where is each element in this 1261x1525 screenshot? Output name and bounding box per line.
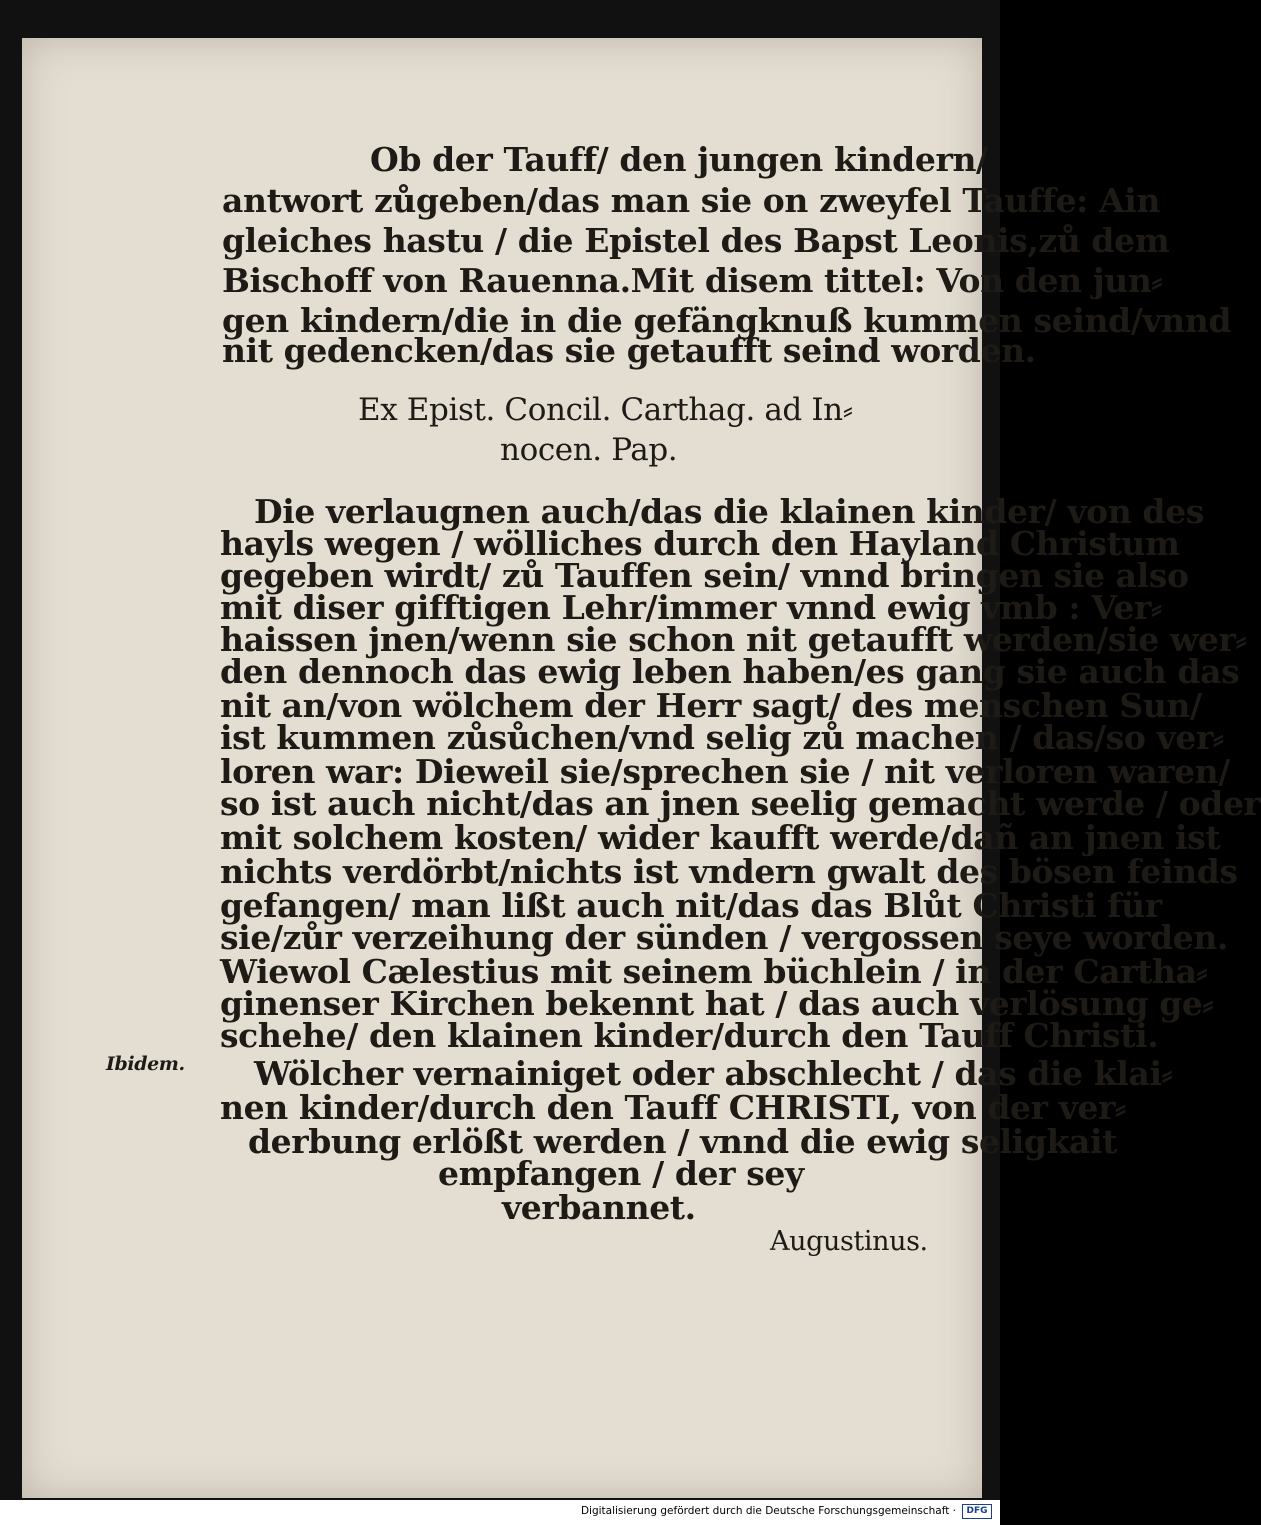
paragraph2-line: Die verlaugnen auch/das die klainen kinder/ von des — [254, 492, 1204, 531]
book-page — [22, 38, 1261, 1498]
paragraph1-line: nit gedencken/das sie getaufft seind worden. — [222, 331, 1036, 370]
paragraph2-line: loren war: Dieweil sie/sprechen sie / nit verloren waren/ — [220, 752, 1230, 791]
paragraph3-line: verbannet. — [502, 1188, 696, 1227]
paragraph2-line: nichts verdörbt/nichts ist vndern gwalt des bösen feinds — [220, 852, 1238, 891]
running-head: Ob der Tauff/ den jungen kindern/ — [370, 140, 988, 179]
paragraph2-line: gefangen/ man lißt auch nit/das das Blůt Christi für — [220, 886, 1162, 925]
paragraph1-line: Bischoff von Rauenna.Mit disem tittel: Von den jun⸗ — [222, 261, 1163, 300]
paragraph2-line: mit diser gifftigen Lehr/immer vnnd ewig vmb : Ver⸗ — [220, 588, 1162, 627]
paragraph2-line: nit an/von wölchem der Herr sagt/ des menschen Sun/ — [220, 686, 1202, 725]
signature: Augustinus. — [770, 1226, 928, 1257]
paragraph1-line: antwort zůgeben/das man sie on zweyfel Tauffe: Ain — [222, 181, 1160, 220]
paragraph1-line: gen kindern/die in die gefängknuß kummen seind/vnnd — [222, 301, 1232, 340]
latin-heading-line: nocen. Pap. — [500, 432, 678, 468]
paragraph2-line: gegeben wirdt/ zů Tauffen sein/ vnnd bringen sie also — [220, 556, 1189, 595]
paragraph2-line: mit solchem kosten/ wider kaufft werde/dañ an jnen ist — [220, 818, 1221, 857]
paragraph2-line: schehe/ den klainen kinder/durch den Tauff Christi. — [220, 1016, 1159, 1055]
paragraph2-line: ginenser Kirchen bekennt hat / das auch verlösung ge⸗ — [220, 984, 1214, 1023]
paragraph1-line: gleiches hastu / die Epistel des Bapst Leonis,zů dem — [222, 221, 1170, 260]
margin-note: Ibidem. — [106, 1053, 185, 1075]
paragraph2-line: so ist auch nicht/das an jnen seelig gemacht werde / oder — [220, 784, 1261, 823]
paragraph2-line: sie/zůr verzeihung der sünden / vergossen seye worden. — [220, 918, 1229, 957]
paragraph3-line: Wölcher vernainiget oder abschlecht / das die klai⸗ — [254, 1054, 1173, 1093]
paragraph2-line: haissen jnen/wenn sie schon nit getaufft werden/sie wer⸗ — [220, 620, 1247, 659]
paragraph3-line: empfangen / der sey — [438, 1154, 804, 1193]
paragraph2-line: den dennoch das ewig leben haben/es gang sie auch das — [220, 652, 1240, 691]
dfg-logo: DFG — [962, 1504, 992, 1519]
paragraph3-line: nen kinder/durch den Tauff CHRISTI, von der ver⸗ — [220, 1088, 1126, 1127]
paragraph2-line: ist kummen zůsůchen/vnd selig zů machen / das/so ver⸗ — [220, 718, 1224, 757]
paragraph3-line: derbung erlößt werden / vnnd die ewig seligkait — [248, 1122, 1117, 1161]
funding-credit: Digitalisierung gefördert durch die Deutsche Forschungsgemeinschaft · — [580, 1505, 956, 1517]
paragraph2-line: Wiewol Cælestius mit seinem büchlein / in der Cartha⸗ — [220, 952, 1208, 991]
latin-heading-line: Ex Epist. Concil. Carthag. ad In⸗ — [358, 392, 853, 428]
footer-bar — [0, 1500, 1000, 1525]
paragraph2-line: hayls wegen / wölliches durch den Hayland Christum — [220, 524, 1180, 563]
